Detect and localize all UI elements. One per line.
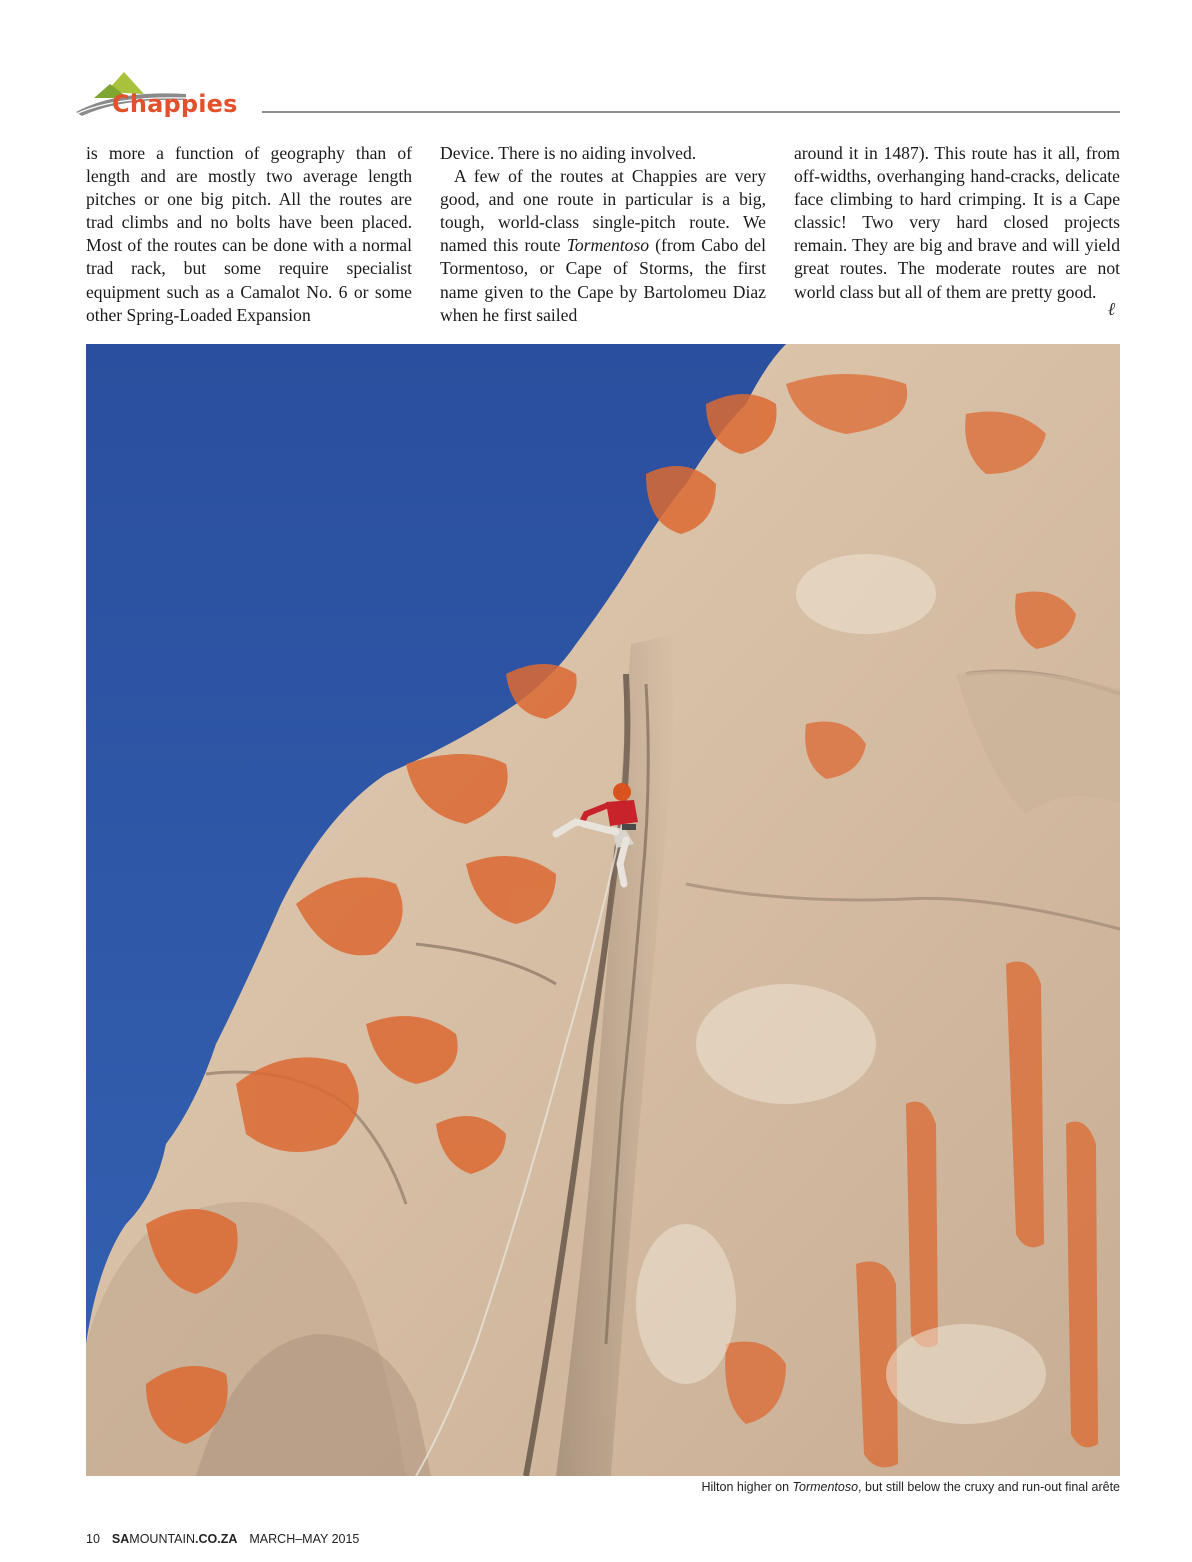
text-column-1 — [86, 142, 412, 327]
paragraph — [440, 165, 766, 327]
page-number: 10 — [86, 1532, 100, 1546]
page-footer — [86, 1532, 359, 1546]
site-sa: SA — [111, 1532, 130, 1546]
route-name: Tormentoso — [792, 1480, 859, 1494]
section-logo — [76, 68, 256, 124]
section-title: Chappies — [112, 90, 238, 118]
paragraph: around it in 1487). This route has it all, from off-widths, overhanging hand-cracks, delicate face climbing to hard crimping. It is a Cape classic! Two very hard closed projects remain. They are big and brave and will yield great routes. The moderate routes are not world class but all of them are pretty good. — [794, 143, 1120, 302]
header-rule — [262, 111, 1120, 113]
photo-caption — [701, 1480, 1120, 1494]
issue-date: MARCH–MAY 2015 — [249, 1532, 360, 1546]
site-tld: .CO.ZA — [195, 1532, 238, 1546]
end-of-article-icon: ℓ — [1108, 299, 1116, 320]
text-column-2 — [440, 142, 766, 327]
climbing-photo — [86, 344, 1120, 1476]
paragraph: Device. There is no aiding involved. — [440, 143, 697, 163]
text-run: (from Cabo del Tormentoso, or Cape of Storms, the first name given to the Cape by Bartolomeu Diaz when he first sailed — [440, 235, 766, 325]
text-run: , but still below the cruxy and run-out final arête — [858, 1480, 1120, 1494]
paragraph: is more a function of geography than of length and are mostly two average length pitches or one big pitch. All the routes are trad climbs and no bolts have been placed. Most of the routes can be done with a normal trad rack, but some require specialist equipment such as a Camalot No. 6 or some other Spring-Loaded Expansion — [86, 143, 412, 325]
text-column-3 — [794, 142, 1120, 304]
site-mountain: MOUNTAIN — [129, 1532, 196, 1546]
text-run: A few of the routes at Chappies are very good, and one route in particular is a big, tough, world-class single-pitch route. We named this route — [440, 166, 766, 256]
text-run: Hilton higher on — [701, 1480, 793, 1494]
route-name: Tormentoso — [566, 235, 650, 256]
granite-wall-illustration — [86, 344, 1120, 1476]
